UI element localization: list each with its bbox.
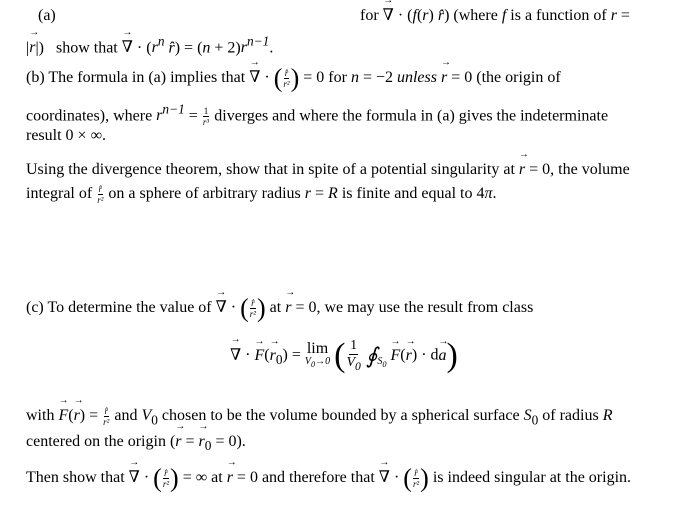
part-c-line3: centered on the origin (→ r = → $r_0 = 0$).: [26, 432, 246, 456]
part-b-line5: integral of $\frac{r̂}{\text{r²}}$ on a sphere of arbitrary radius r = R is finite and equal to 4π.: [26, 184, 497, 205]
part-b-line3: result 0 × ∞.: [26, 127, 106, 144]
part-a-line2: |→ r|) show that → ∇ · ($r^n$ r̂) = $(n + 2)r^{n-1}$.: [26, 32, 273, 58]
part-c-line4: Then show that → ∇ · ( $\frac{r̂}{\text{r²}}$ ) = ∞ at → r = 0 and therefore that → ∇ · ( $\frac{r̂}{\text{r²}}$ ) is indeed singular at the origin.: [26, 468, 631, 489]
part-b-line4: Using the divergence theorem, show that in spite of a potential singularity at → r = 0, the volume: [26, 160, 630, 180]
part-b-line1: (b) The formula in (a) implies that → ∇ · ( $\frac{r̂}{\text{r²}}$ ) = 0 for n = −2 unless → r = 0 (the origin of: [26, 68, 561, 89]
display-equation: → ∇ · → $F(\to r_0)$ = lim $V_0\to 0$ ( $\frac{1}{V_0}$ $∮_{S_0} \to F(\to r) \cdot d\to a$): [230, 337, 458, 375]
part-b-line2: coordinates), where $r^{n-1}$ = $\frac{1}{\text{r³}}$ diverges and where the formula in (a) gives the indeterminate: [26, 102, 609, 128]
part-a-right-text: for → ∇ · (f(r) r̂) (where f is a function of r =: [360, 6, 630, 26]
part-a-label: (a): [38, 7, 56, 24]
part-c-line1: (c) To determine the value of → ∇ · ( $\frac{r̂}{\text{r²}}$ ) at → r = 0, we may use the result from class: [26, 298, 533, 319]
part-c-line2: with → F(→ r) = $\frac{r̂}{\text{r²}}$ and $V_0$ chosen to be the volume bounded by a spherical surface $S_0$ of radius R: [26, 406, 612, 430]
